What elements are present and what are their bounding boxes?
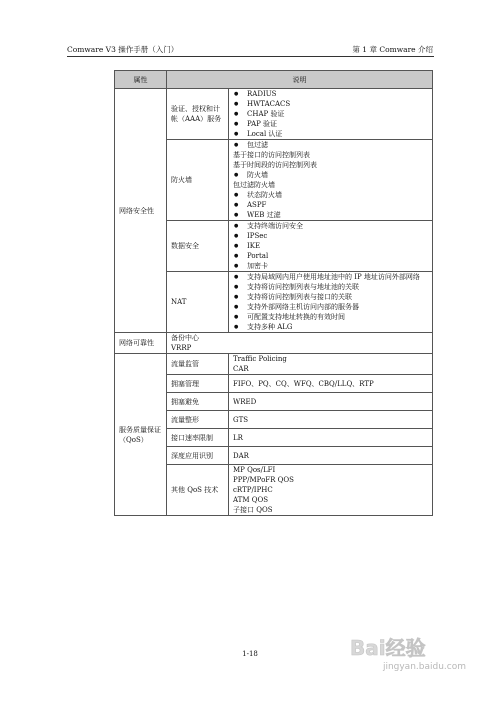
list-item: ● Local 认证	[233, 129, 428, 139]
watermark-logo-text: Bai经验	[350, 636, 426, 660]
list-item: ● 支持终端访问安全	[233, 221, 428, 231]
congestion-mgmt-value: FIFO、PQ、CQ、WFQ、CBQ/LLQ、RTP	[229, 375, 433, 393]
firewall-list-2	[233, 170, 428, 180]
list-item: ● HWTACACS	[233, 99, 428, 109]
list-item: ● ASPF	[233, 200, 428, 210]
watermark-text: jingyan.baidu.com	[382, 662, 466, 672]
sub-label-monitor: 流量监管	[167, 354, 229, 375]
sub-label-shaping: 流量整形	[167, 411, 229, 429]
table-row	[115, 333, 433, 354]
list-item: ● IPSec	[233, 231, 428, 241]
list-item: ● 支持多种 ALG	[233, 322, 428, 332]
list-item: ● PAP 验证	[233, 119, 428, 129]
datasec-list-cell	[229, 221, 433, 272]
nat-list	[233, 272, 428, 332]
sub-label-datasec: 数据安全	[167, 221, 229, 272]
list-item: ● 防火墙	[233, 170, 428, 180]
row-label-reliability: 网络可靠性	[115, 333, 167, 354]
list-item: ● 状态防火墙	[233, 190, 428, 200]
text-line: 子接口 QOS	[233, 506, 273, 514]
text-line: ATM QOS	[233, 496, 269, 504]
list-item: ● CHAP 验证	[233, 109, 428, 119]
text-line: MP Qos/LFI	[233, 466, 276, 474]
firewall-list-3	[233, 190, 428, 220]
page-number: 1-18	[242, 650, 258, 658]
text-line: 备份中心	[171, 334, 199, 342]
dar-value: DAR	[229, 447, 433, 465]
text-line: CAR	[233, 365, 249, 373]
list-item: ● Portal	[233, 251, 428, 261]
table-row	[115, 89, 433, 140]
sub-label-nat: NAT	[167, 272, 229, 333]
header-right: 第 1 章 Comware 介绍	[352, 45, 433, 54]
list-item: ● 支持将访问控制列表与地址池的关联	[233, 282, 428, 292]
monitor-cell	[229, 354, 433, 375]
feature-table	[114, 70, 433, 516]
watermark-logo	[350, 635, 460, 661]
sub-label-firewall: 防火墙	[167, 140, 229, 221]
sub-label-congestion-mgmt: 拥塞管理	[167, 375, 229, 393]
sub-label-congestion-avoid: 拥塞避免	[167, 393, 229, 411]
list-item: ● RADIUS	[233, 89, 428, 99]
header-desc: 说明	[167, 71, 433, 89]
text-line: PPP/MPoFR QOS	[233, 476, 294, 484]
text-line: 基于接口的访问控制列表	[233, 151, 310, 159]
rate-limit-value: LR	[229, 429, 433, 447]
list-item: ● 包过滤	[233, 140, 428, 150]
sub-label-other-qos: 其他 QoS 技术	[167, 465, 229, 516]
firewall-list-cell	[229, 140, 433, 221]
row-label-qos: 服务质量保证（QoS）	[115, 354, 167, 516]
sub-label-dar: 深度应用识别	[167, 447, 229, 465]
list-item: ● 支持将访问控制列表与接口的关联	[233, 292, 428, 302]
table-row	[115, 354, 433, 375]
text-line: 包过滤防火墙	[233, 181, 275, 189]
header-left: Comware V3 操作手册（入门）	[67, 45, 179, 54]
firewall-list	[233, 140, 428, 150]
header-attr: 属性	[115, 71, 167, 89]
list-item: ● 支持外部网络主机访问内部的服务器	[233, 302, 428, 312]
text-line: VRRP	[171, 344, 192, 352]
header-rule	[67, 56, 434, 57]
list-item: ● 支持局域网内用户使用地址池中的 IP 地址访问外部网络	[233, 272, 428, 282]
shaping-value: GTS	[229, 411, 433, 429]
text-line: cRTP/IPHC	[233, 486, 273, 494]
aaa-list-cell	[229, 89, 433, 140]
sub-label-aaa: 验证、授权和计帐（AAA）服务	[167, 89, 229, 140]
list-item: ● IKE	[233, 241, 428, 251]
aaa-list	[233, 89, 428, 139]
text-line: 基于时间段的访问控制列表	[233, 161, 317, 169]
congestion-avoid-value: WRED	[229, 393, 433, 411]
table-header-row	[115, 71, 433, 89]
list-item: ● 可配置支持地址转换的有效时间	[233, 312, 428, 322]
list-item: ● WEB 过滤	[233, 210, 428, 220]
nat-list-cell	[229, 272, 433, 333]
reliability-cell	[167, 333, 433, 354]
other-qos-cell	[229, 465, 433, 516]
text-line: Traffic Policing	[233, 355, 287, 363]
sub-label-rate-limit: 接口速率限制	[167, 429, 229, 447]
datasec-list	[233, 221, 428, 271]
list-item: ● 加密卡	[233, 261, 428, 271]
row-label-security: 网络安全性	[115, 89, 167, 333]
